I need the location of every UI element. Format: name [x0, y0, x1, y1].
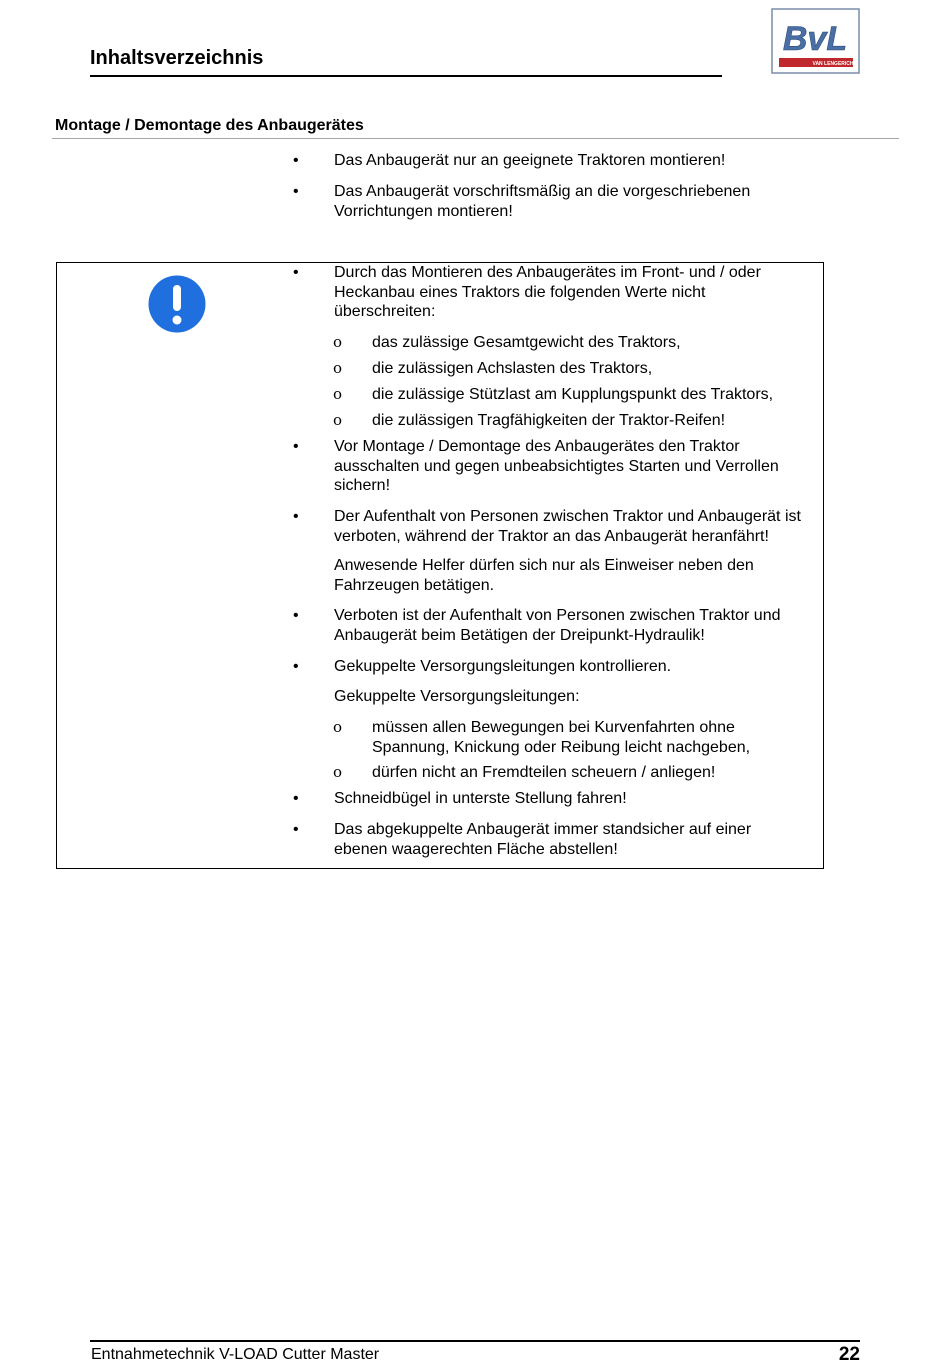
bvl-logo [771, 8, 860, 74]
bullet-marker: • [293, 607, 299, 624]
info-exclamation-icon [148, 275, 206, 333]
intro-item: Das Anbaugerät nur an geeignete Traktoren montieren! [334, 152, 726, 169]
bullet-marker: • [293, 790, 299, 807]
page-header-title: Inhaltsverzeichnis [90, 47, 264, 69]
header-divider [90, 75, 722, 77]
section-divider [52, 138, 899, 139]
bullet-marker: • [293, 183, 299, 200]
sub-item: die zulässigen Tragfähigkeiten der Traktor-Reifen! [372, 412, 726, 429]
warning-item-park: Das abgekuppelte Anbaugerät immer standsicher auf einer ebenen waagerechten Fläche abstellen! [334, 821, 752, 858]
warning-item-load-limits: Durch das Montieren des Anbaugerätes im Front- und / oder Heckanbau eines Traktors die folgenden Werte nicht überschreiten: [334, 264, 761, 320]
bullet-marker: • [293, 508, 299, 525]
sub-bullet-marker: ο [333, 385, 343, 403]
footer-divider [90, 1340, 860, 1342]
warning-item-supply-lines-note: Gekuppelte Versorgungsleitungen: [334, 688, 580, 705]
footer-document-title: Entnahmetechnik V-LOAD Cutter Master [91, 1346, 380, 1363]
sub-item: die zulässigen Achslasten des Traktors, [372, 360, 653, 377]
warning-item-supply-lines: Gekuppelte Versorgungsleitungen kontrollieren. [334, 658, 672, 675]
sub-bullet-marker: ο [333, 333, 343, 351]
bullet-marker: • [293, 658, 299, 675]
page-number: 22 [838, 1344, 860, 1365]
sub-item: die zulässige Stützlast am Kupplungspunkt des Traktors, [372, 386, 774, 403]
intro-item: Das Anbaugerät vorschriftsmäßig an die vorgeschriebenen Vorrichtungen montieren! [334, 183, 751, 220]
bullet-marker: • [293, 264, 299, 281]
logo-text: BvL [782, 20, 848, 58]
warning-item-note-helpers: Anwesende Helfer dürfen sich nur als Einweiser neben den Fahrzeugen betätigen. [334, 557, 754, 594]
sub-item: das zulässige Gesamtgewicht des Traktors, [372, 334, 681, 351]
sub-item: müssen allen Bewegungen bei Kurvenfahrten ohne Spannung, Knickung oder Reibung leicht nachgeben, [372, 719, 751, 756]
bullet-marker: • [293, 821, 299, 838]
sub-item: dürfen nicht an Fremdteilen scheuern / anliegen! [372, 764, 716, 781]
sub-bullet-marker: ο [333, 718, 343, 736]
sub-bullet-marker: ο [333, 411, 343, 429]
bullet-marker: • [293, 438, 299, 455]
sub-bullet-marker: ο [333, 763, 343, 781]
warning-item-hydraulics: Verboten ist der Aufenthalt von Personen zwischen Traktor und Anbaugerät beim Betätigen der Dreipunkt-Hydraulik! [334, 607, 781, 644]
logo-subtext: VAN LENGERICH [812, 61, 854, 67]
section-heading: Montage / Demontage des Anbaugerätes [55, 117, 364, 134]
warning-item-no-persons: Der Aufenthalt von Personen zwischen Traktor und Anbaugerät ist verboten, während der Traktor an das Anbaugerät heranfährt! [334, 508, 801, 545]
bullet-marker: • [293, 152, 299, 169]
warning-item-cutter-bar: Schneidbügel in unterste Stellung fahren! [334, 790, 627, 807]
sub-bullet-marker: ο [333, 359, 343, 377]
warning-item-switch-off: Vor Montage / Demontage des Anbaugerätes den Traktor ausschalten und gegen unbeabsichtigtes Starten und Verrollen sichern! [334, 438, 779, 494]
